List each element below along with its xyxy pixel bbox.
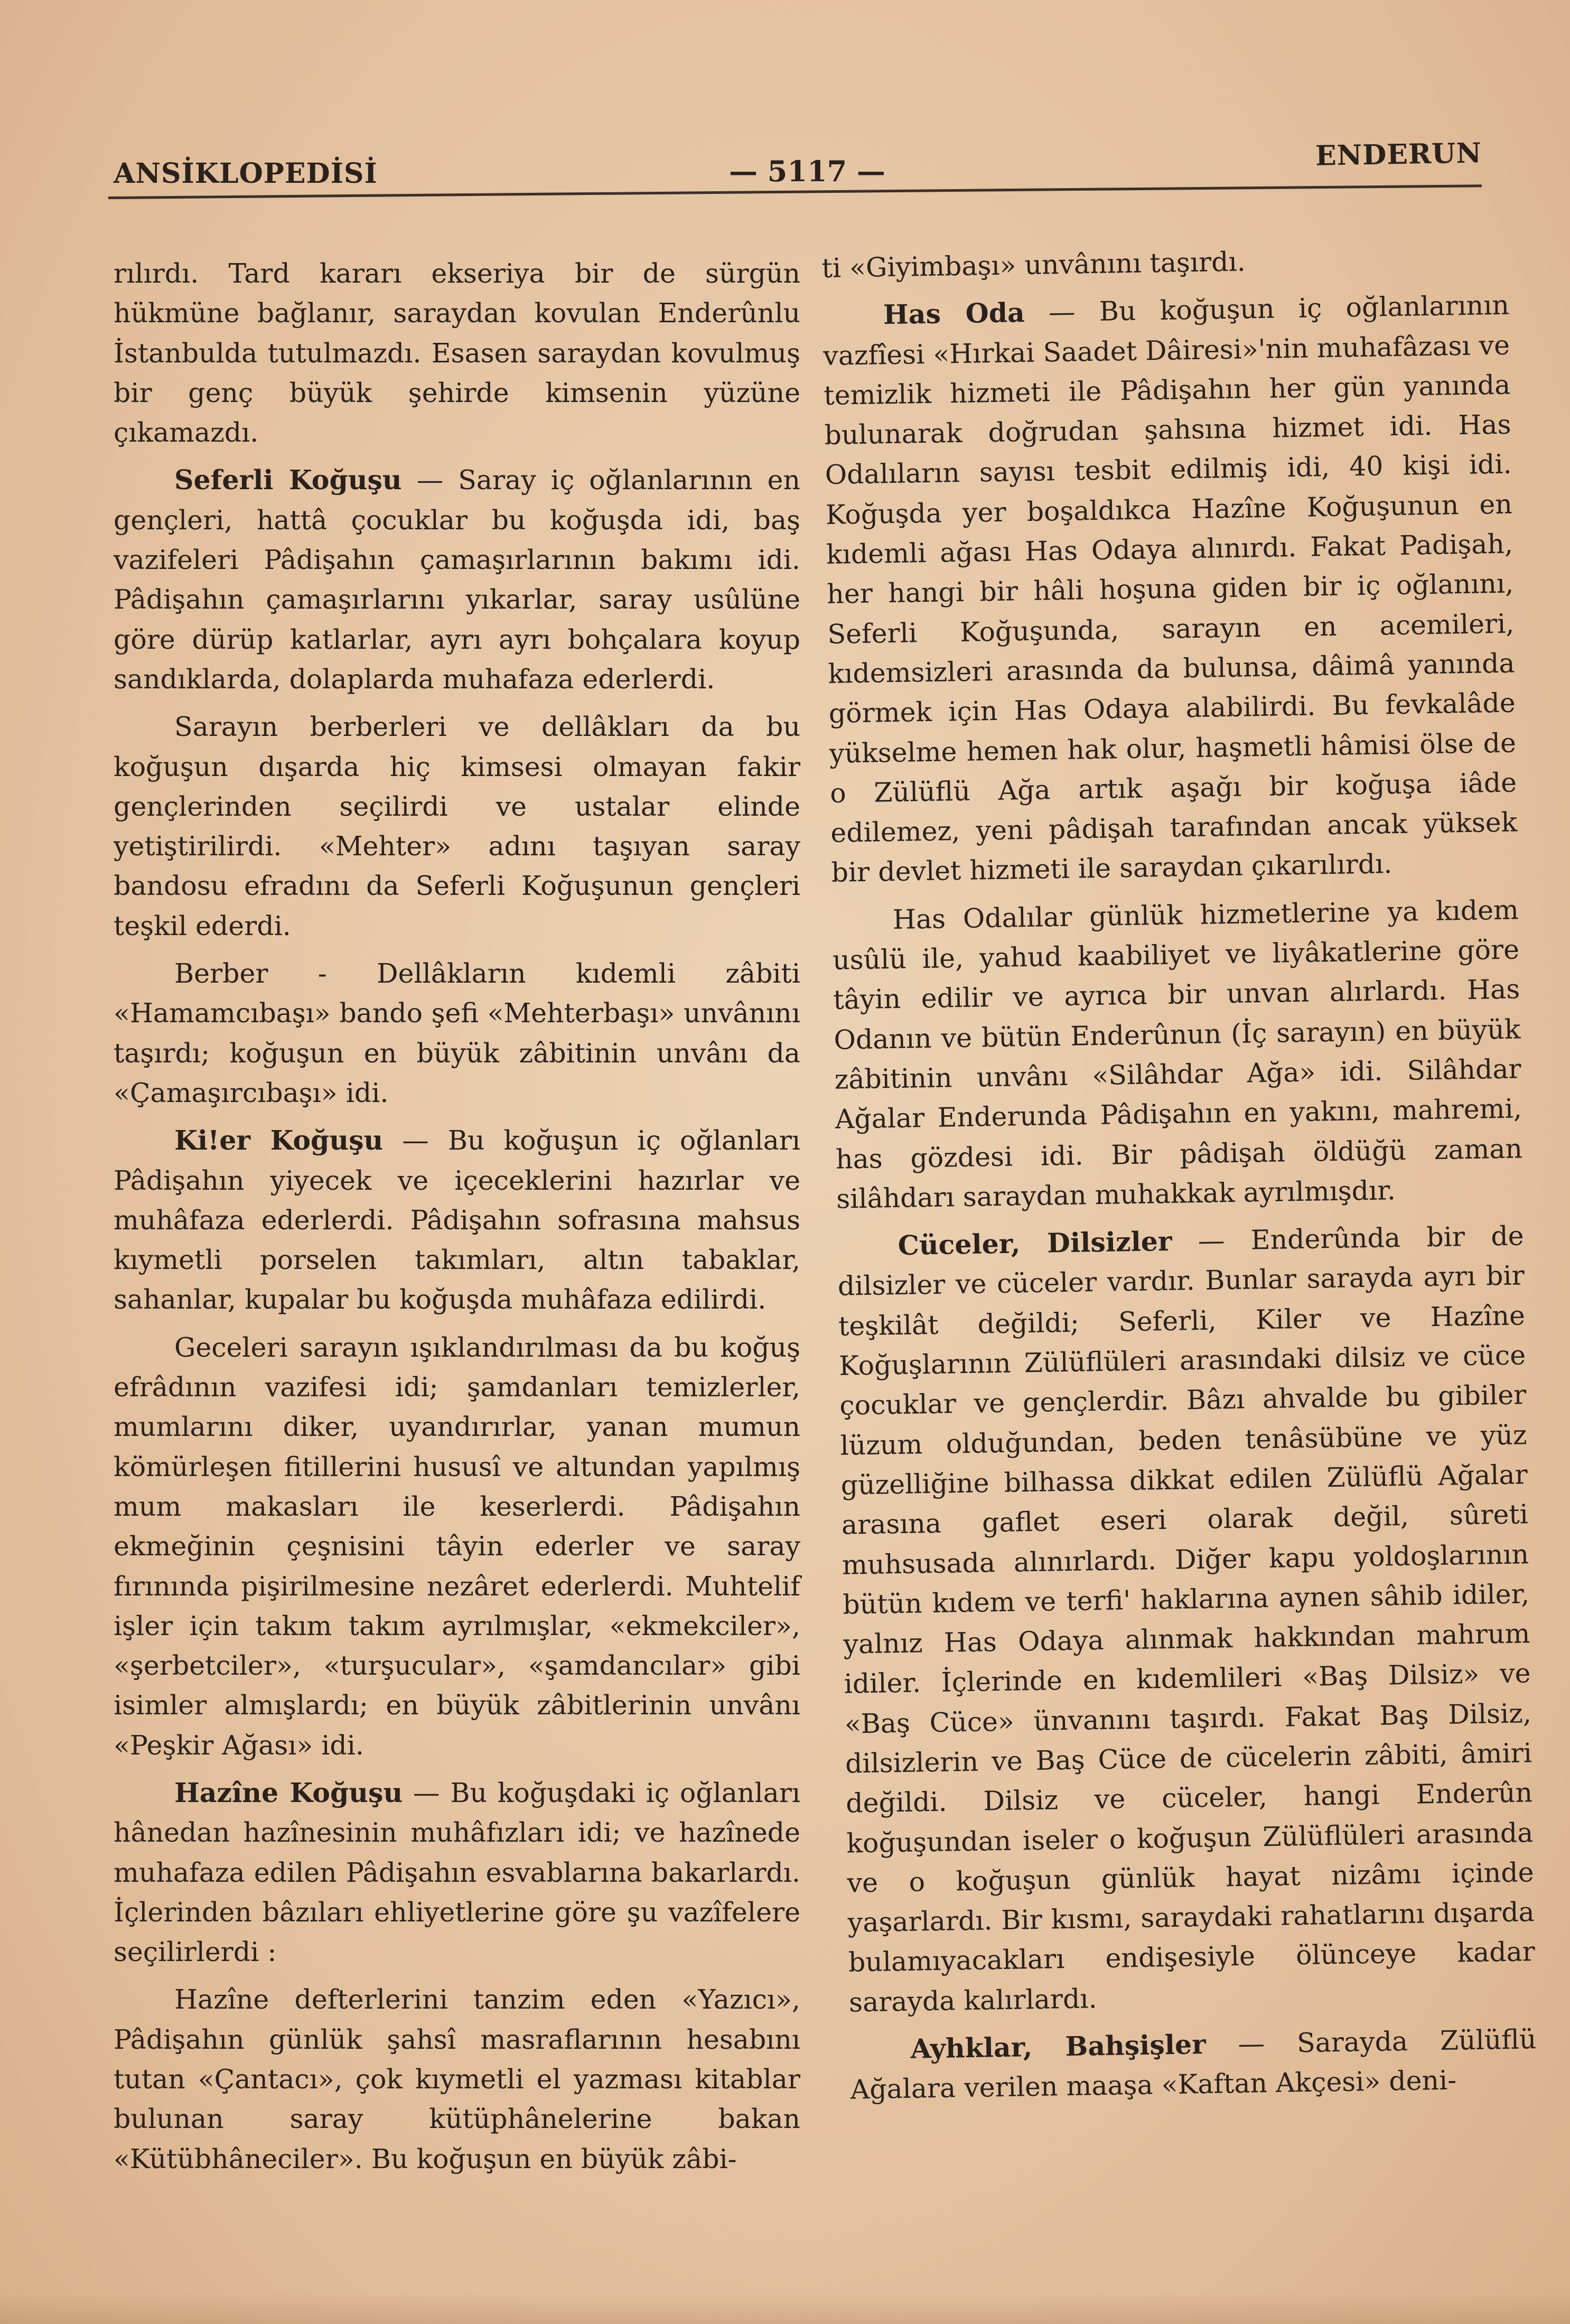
entry-title: Seferli Koğuşu: [174, 464, 402, 496]
paragraph: Ayhklar, Bahşişler — Sarayda Zülüflü Ağalara verilen maaşa «Kaftan Akçesi» deni-: [850, 2023, 1537, 2105]
header-entry-label: ENDERUN: [1315, 137, 1482, 172]
paragraph: Cüceler, Dilsizler — Enderûnda bir de dilsizler ve cüceler vardır. Bunlar sarayda ayrı bir teşkilât değildi; Seferli, Kiler ve Hazîne Koğuşlarının Zülüflüleri arasındaki dilsiz ve cüce çocuklar ve gençlerdir. Bâzı ahvalde bu gibiler lüzum olduğundan, beden tenâsübüne ve yüz güzelliğine bilhassa dikkat edilen Zülüflü Ağalar arasına gaflet eseri olarak değil, sûreti muhsusada alınırlardı. Diğer kapu yoldoşlarının bütün kıdem ve terfi' haklarına aynen sâhib idiler, yalnız Has Odaya alınmak hakkından mahrum idiler. İçlerinde en kıdemlileri «Baş Dilsiz» ve «Baş Cüce» ünvanını taşırdı. Fakat Baş Dilsiz, dilsizlerin ve Baş Cüce de cücelerin zâbiti, âmiri değildi. Dilsiz ve cüceler, hangi Enderûn koğuşundan iseler o koğuşun Zülüflüleri arasında ve o koğuşun günlük hayat nizâmı içinde yaşarlardı. Bir kısmı, saraydaki rahatlarını dışarda bulamıyacakları endişesiyle ölünceye kadar sarayda kalırlardı.: [837, 1220, 1536, 2018]
paragraph: Ki!er Koğuşu — Bu koğuşun iç oğlanları Pâdişahın yiyecek ve içeceklerini hazırlar ve muhâfaza ederlerdi. Pâdişahın sofrasına mahsus kıymetli porselen takımları, altın tabaklar, sahanlar, kupalar bu koğuşda muhâfaza edilirdi.: [114, 1125, 800, 1315]
paragraph: Has Odalılar günlük hizmetlerine ya kıdem usûlü ile, yahud kaabiliyet ve liyâkatlerine göre tâyin edilir ve ayrıca bir unvan alırlardı. Has Odanın ve bütün Enderûnun (İç sarayın) en büyük zâbitinin unvânı «Silâhdar Ağa» idi. Silâhdar Ağalar Enderunda Pâdişahın en yakını, mahremi, has gözdesi idi. Bir pâdişah öldüğü zaman silâhdarı saraydan muhakkak ayrılmışdır.: [832, 894, 1523, 1215]
entry-title: Hazîne Koğuşu: [174, 1777, 403, 1808]
paragraph: Geceleri sarayın ışıklandırılması da bu koğuş efrâdının vazifesi idi; şamdanları temizlerler, mumlarını diker, uyandırırlar, yanan mumun kömürleşen fitillerini hususî ve altundan yapılmış mum makasları ile keserlerdi. Pâdişahın ekmeğinin çeşnisini tâyin ederler ve saray fırınında pişirilmesine nezâret ederlerdi. Muhtelif işler için takım takım ayrılmışlar, «ekmekciler», «şerbetciler», «turşucular», «şamdancılar» gibi isimler almışlardı; en büyük zâbitlerinin unvânı «Peşkir Ağası» idi.: [114, 1331, 800, 1761]
right-column: [821, 238, 1537, 2118]
paragraph: Has Oda — Bu koğuşun iç oğlanlarının vazfîesi «Hırkai Saadet Dâiresi»'nin muhafâzası ve temizlik hizmeti ile Pâdişahın her gün yanında bulunarak doğrudan şahsına hizmet idi. Has Odalıların sayısı tesbit edilmiş idi, 40 kişi idi. Koğuşda yer boşaldıkca Hazîne Koğuşunun en kıdemli ağası Has Odaya alınırdı. Fakat Padişah, her hangi bir hâli hoşuna giden bir iç oğlanını, Seferli Koğuşunda, sarayın en acemileri, kıdemsizleri arasında da bulunsa, dâimâ yanında görmek için Has Odaya alabilirdi. Bu fevkalâde yükselme hemen hak olur, haşmetli hâmisi ölse de o Zülüflü Ağa artık aşağı bir koğuşa iâde edilemez, yeni pâdişah tarafından ancak yüksek bir devlet hizmeti ile saraydan çıkarılırdı.: [823, 289, 1518, 889]
paragraph: Sarayın berberleri ve dellâkları da bu koğuşun dışarda hiç kimsesi olmayan fakir gençlerinden seçilirdi ve ustalar elinde yetiştirilirdi. «Mehter» adını taşıyan saray bandosu efradını da Seferli Koğuşunun gençleri teşkil ederdi.: [114, 711, 800, 941]
entry-title: Ki!er Koğuşu: [174, 1125, 384, 1156]
left-column: [114, 254, 800, 2187]
entry-title: Cüceler, Dilsizler: [898, 1225, 1172, 1262]
entry-title: Has Oda: [883, 297, 1025, 331]
paragraph: rılırdı. Tard kararı ekseriya bir de sürgün hükmüne bağlanır, saraydan kovulan Enderûnlu İstanbulda tutulmazdı. Esasen saraydan kovulmuş bir genç büyük şehirde kimsenin yüzüne çıkamazdı.: [114, 258, 800, 449]
page-number: — 5117 —: [729, 154, 885, 188]
paragraph: ti «Giyimbaşı» unvânını taşırdı.: [821, 246, 1246, 284]
paragraph: Seferli Koğuşu — Saray iç oğlanlarının en gençleri, hattâ çocuklar bu koğuşda idi, baş vazifeleri Pâdişahın çamaşırlarının bakımı idi. Pâdişahın çamaşırlarını yıkarlar, saray usûlüne göre dürüp katlarlar, ayrı ayrı bohçalara koyup sandıklarda, dolaplarda muhafaza ederlerdi.: [114, 464, 800, 695]
page-header: [0, 0, 1570, 201]
page-edge-shade: [0, 2292, 1570, 2324]
paragraph: Hazîne defterlerini tanzim eden «Yazıcı», Pâdişahın günlük şahsî masraflarının hesabını tutan «Çantacı», çok kıymetli el yazması kitablar bulunan saray kütüphânelerine bakan «Kütübhâneciler». Bu koğuşun en büyük zâbi-: [114, 1984, 800, 2174]
entry-title: Ayhklar, Bahşişler: [910, 2029, 1207, 2065]
paragraph: Hazîne Koğuşu — Bu koğuşdaki iç oğlanları hânedan hazînesinin muhâfızları idi; ve hazînede muhafaza edilen Pâdişahın esvablarına bakarlardı. İçlerinden bâzıları ehliyetlerine göre şu vazîfelere seçilirlerdi :: [114, 1777, 800, 1968]
header-encyclopedia-label: ANSİKLOPEDİSİ: [114, 157, 378, 190]
paragraph: Berber - Dellâkların kıdemli zâbiti «Hamamcıbaşı» bando şefi «Mehterbaşı» unvânını taşırdı; koğuşun en büyük zâbitinin unvânı da «Çamaşırcıbaşı» idi.: [114, 958, 800, 1108]
